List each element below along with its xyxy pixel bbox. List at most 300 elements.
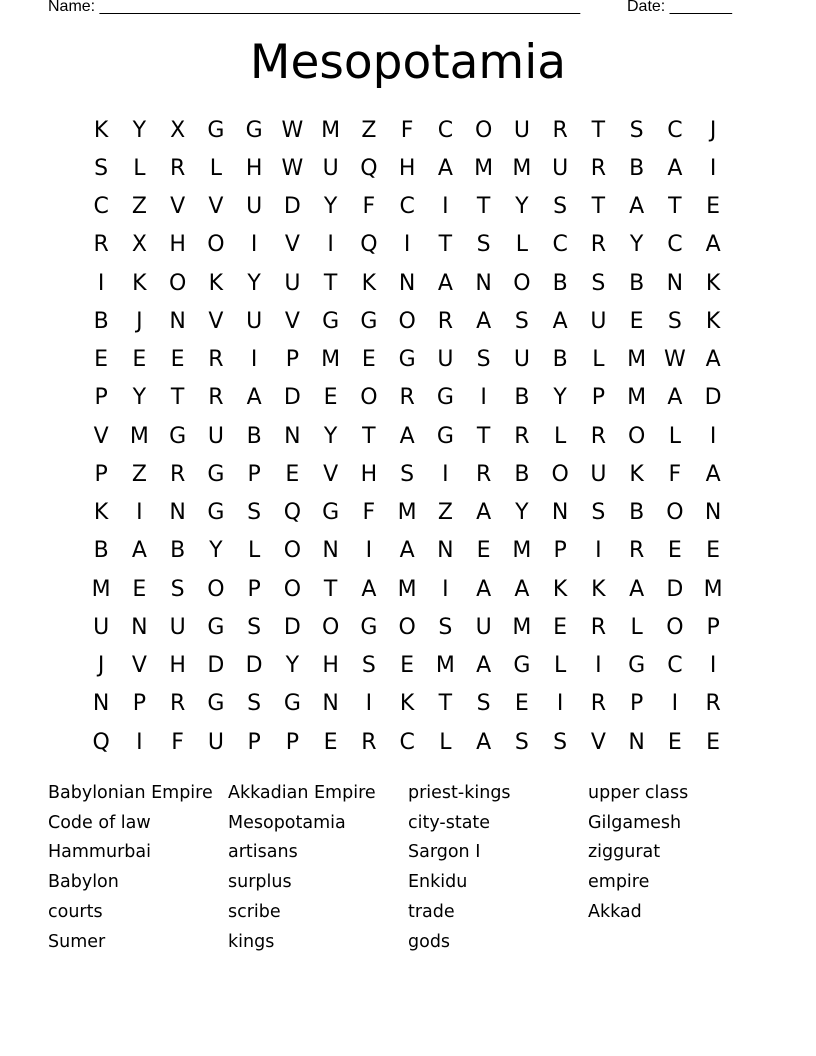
grid-letter: K — [208, 270, 224, 296]
grid-letter: T — [323, 576, 338, 602]
grid-letter: S — [247, 614, 262, 640]
grid-letter: G — [322, 308, 340, 334]
grid-letter: U — [207, 423, 224, 449]
word-bank-item: Babylonian Empire — [48, 782, 213, 803]
grid-letter: N — [704, 500, 722, 526]
word-bank-item: surplus — [228, 872, 292, 893]
grid-letter: H — [360, 461, 378, 487]
grid-letter: Z — [437, 500, 453, 526]
grid-letter: E — [629, 308, 644, 334]
grid-letter: M — [397, 500, 417, 526]
grid-letter: O — [666, 500, 684, 526]
grid-letter: S — [400, 461, 415, 487]
grid-letter: C — [437, 117, 454, 143]
grid-letter: M — [474, 155, 494, 181]
grid-letter: J — [97, 653, 105, 679]
grid-letter: A — [705, 347, 721, 373]
grid-letter: Y — [247, 270, 261, 296]
grid-letter: N — [398, 270, 416, 296]
grid-letter: O — [207, 576, 225, 602]
grid-letter: L — [668, 423, 681, 449]
page-title: Mesopotamia — [249, 35, 567, 90]
grid-letter: G — [628, 653, 646, 679]
grid-letter: C — [552, 232, 568, 258]
grid-letter: W — [281, 155, 304, 181]
grid-letter: S — [514, 308, 529, 334]
grid-letter: U — [590, 308, 607, 334]
grid-letter: E — [132, 576, 147, 602]
grid-letter: O — [207, 232, 225, 258]
grid-letter: N — [322, 538, 339, 564]
word-bank-item: scribe — [228, 902, 281, 923]
grid-letter: P — [629, 691, 644, 717]
grid-letter: A — [629, 194, 645, 220]
grid-letter: T — [362, 423, 376, 449]
grid-letter: Q — [92, 729, 110, 755]
grid-letter: X — [131, 232, 147, 258]
grid-letter: E — [285, 461, 300, 487]
grid-letter: R — [628, 538, 645, 564]
word-bank-item: artisans — [228, 842, 298, 863]
grid-letter: L — [553, 423, 567, 449]
grid-letter: A — [629, 576, 645, 602]
grid-letter: S — [667, 308, 682, 334]
grid-letter: U — [284, 270, 301, 296]
grid-letter: T — [323, 270, 338, 296]
grid-letter: O — [627, 423, 646, 449]
grid-letter: B — [552, 347, 568, 373]
word-bank-item: trade — [408, 902, 455, 923]
grid-letter: E — [514, 691, 529, 717]
grid-letter: P — [132, 691, 147, 717]
grid-letter: O — [283, 538, 302, 564]
grid-letter: V — [590, 729, 606, 755]
grid-letter: S — [170, 576, 185, 602]
grid-letter: D — [704, 385, 722, 411]
grid-letter: M — [703, 576, 723, 602]
grid-letter: U — [590, 461, 607, 487]
grid-letter: K — [591, 576, 606, 602]
grid-letter: C — [399, 194, 415, 220]
grid-letter: T — [476, 423, 491, 449]
grid-letter: E — [323, 729, 338, 755]
grid-letter: B — [629, 270, 645, 296]
grid-letter: R — [475, 461, 492, 487]
grid-letter: A — [437, 270, 453, 296]
grid-letter: B — [170, 538, 186, 564]
grid-letter: U — [207, 729, 224, 755]
grid-letter: S — [591, 500, 606, 526]
grid-letter: Y — [285, 653, 300, 679]
grid-letter: Y — [132, 117, 147, 143]
grid-letter: E — [553, 614, 568, 640]
grid-letter: A — [131, 538, 147, 564]
grid-letter: T — [476, 194, 491, 220]
grid-letter: H — [322, 653, 339, 679]
letter-grid — [82, 111, 732, 761]
grid-letter: S — [553, 194, 568, 220]
grid-letter: A — [399, 423, 415, 449]
word-bank-item: city-state — [408, 812, 491, 833]
grid-letter: P — [553, 538, 567, 564]
grid-letter: O — [666, 614, 684, 640]
grid-letter: I — [709, 423, 717, 449]
grid-letter: I — [442, 576, 449, 602]
grid-letter: E — [361, 347, 376, 373]
grid-letter: D — [283, 385, 301, 411]
grid-letter: O — [398, 614, 416, 640]
grid-letter: G — [360, 614, 378, 640]
grid-letter: K — [552, 576, 568, 602]
grid-letter: N — [475, 270, 492, 296]
grid-letter: S — [476, 232, 491, 258]
grid-letter: R — [552, 117, 568, 143]
grid-letter: B — [93, 538, 109, 564]
grid-letter: P — [94, 461, 108, 487]
grid-letter: K — [705, 270, 721, 296]
grid-letter: D — [207, 653, 225, 679]
grid-letter: K — [132, 270, 147, 296]
grid-letter: R — [169, 155, 186, 181]
grid-letter: A — [705, 232, 721, 258]
grid-letter: H — [398, 155, 416, 181]
grid-letter: G — [513, 653, 531, 679]
grid-letter: S — [438, 614, 453, 640]
grid-letter: R — [514, 423, 530, 449]
grid-letter: Q — [360, 232, 378, 258]
grid-letter: M — [397, 576, 417, 602]
grid-letter: B — [629, 500, 645, 526]
grid-letter: Z — [131, 461, 147, 487]
grid-letter: G — [207, 691, 225, 717]
grid-letter: M — [129, 423, 149, 449]
grid-letter: S — [514, 729, 529, 755]
grid-letter: U — [246, 308, 263, 334]
grid-letter: P — [285, 729, 300, 755]
grid-letter: E — [667, 729, 682, 755]
grid-letter: I — [595, 653, 602, 679]
word-bank-item: Akkad — [588, 902, 642, 923]
grid-letter: O — [398, 308, 416, 334]
grid-letter: A — [667, 155, 683, 181]
grid-letter: A — [399, 538, 415, 564]
grid-letter: M — [435, 653, 455, 679]
grid-letter: A — [476, 653, 492, 679]
grid-letter: I — [365, 691, 373, 717]
word-bank-item: Gilgamesh — [588, 812, 682, 833]
grid-letter: A — [552, 308, 568, 334]
grid-letter: I — [97, 270, 105, 296]
grid-letter: P — [247, 461, 261, 487]
grid-letter: C — [667, 117, 683, 143]
grid-letter: O — [321, 614, 340, 640]
grid-letter: N — [666, 270, 684, 296]
grid-letter: G — [436, 423, 454, 449]
grid-letter: U — [475, 614, 492, 640]
grid-letter: D — [283, 194, 301, 220]
grid-letter: O — [168, 270, 187, 296]
grid-letter: Q — [360, 155, 378, 181]
grid-letter: G — [169, 423, 187, 449]
grid-letter: G — [322, 500, 340, 526]
grid-letter: M — [321, 117, 341, 143]
grid-letter: U — [169, 614, 186, 640]
grid-letter: W — [281, 117, 304, 143]
grid-letter: H — [169, 232, 186, 258]
grid-letter: N — [169, 308, 186, 334]
grid-letter: E — [323, 385, 338, 411]
grid-letter: E — [170, 347, 185, 373]
grid-letter: V — [93, 423, 109, 449]
grid-letter: V — [208, 194, 224, 220]
grid-letter: R — [208, 347, 224, 373]
grid-letter: L — [515, 232, 528, 258]
grid-letter: E — [476, 538, 491, 564]
word-bank-item: Hammurbai — [48, 842, 151, 863]
grid-letter: Y — [209, 538, 223, 564]
grid-letter: O — [283, 576, 302, 602]
grid-letter: S — [247, 691, 262, 717]
grid-letter: N — [131, 614, 148, 640]
grid-letter: T — [438, 691, 453, 717]
grid-letter: A — [476, 576, 492, 602]
grid-letter: I — [327, 232, 334, 258]
grid-letter: B — [246, 423, 262, 449]
grid-letter: Y — [323, 194, 338, 220]
grid-letter: J — [709, 117, 717, 143]
grid-letter: M — [91, 576, 111, 602]
grid-letter: N — [322, 691, 339, 717]
grid-letter: K — [361, 270, 377, 296]
grid-letter: S — [553, 729, 568, 755]
grid-letter: Z — [131, 194, 147, 220]
grid-letter: O — [513, 270, 531, 296]
grid-letter: E — [706, 194, 721, 220]
grid-letter: E — [667, 538, 682, 564]
grid-letter: T — [170, 385, 185, 411]
word-bank-item: Enkidu — [408, 872, 468, 893]
grid-letter: H — [245, 155, 263, 181]
grid-letter: U — [322, 155, 339, 181]
word-bank-item: Akkadian Empire — [228, 782, 376, 803]
grid-letter: I — [136, 500, 143, 526]
grid-letter: F — [362, 500, 376, 526]
grid-letter: Y — [132, 385, 147, 411]
grid-letter: Y — [515, 194, 529, 220]
grid-letter: G — [283, 691, 301, 717]
grid-letter: Y — [323, 423, 338, 449]
grid-letter: I — [442, 461, 449, 487]
grid-letter: P — [247, 729, 261, 755]
word-bank-item: Sumer — [48, 931, 106, 952]
grid-letter: V — [208, 308, 224, 334]
grid-letter: L — [133, 155, 146, 181]
grid-letter: G — [245, 117, 263, 143]
grid-letter: N — [92, 691, 110, 717]
grid-letter: M — [627, 385, 647, 411]
grid-letter: I — [595, 538, 602, 564]
grid-letter: E — [94, 347, 109, 373]
grid-letter: P — [285, 347, 300, 373]
grid-letter: D — [245, 653, 263, 679]
grid-letter: J — [136, 308, 143, 334]
grid-letter: R — [169, 691, 186, 717]
grid-letter: U — [437, 347, 454, 373]
grid-letter: R — [208, 385, 224, 411]
grid-letter: N — [169, 500, 186, 526]
grid-letter: K — [399, 691, 415, 717]
grid-letter: D — [666, 576, 684, 602]
grid-letter: S — [476, 347, 491, 373]
grid-letter: T — [591, 194, 606, 220]
grid-letter: G — [207, 614, 225, 640]
grid-letter: S — [361, 653, 376, 679]
grid-letter: L — [630, 614, 643, 640]
grid-letter: S — [629, 117, 644, 143]
grid-letter: T — [668, 194, 682, 220]
grid-letter: R — [399, 385, 415, 411]
grid-letter: I — [709, 155, 717, 181]
word-bank-item: gods — [408, 931, 451, 952]
grid-letter: O — [474, 117, 493, 143]
grid-letter: X — [170, 117, 186, 143]
grid-letter: Y — [553, 385, 567, 411]
grid-letter: B — [552, 270, 568, 296]
word-bank-item: Code of law — [48, 812, 151, 833]
grid-letter: K — [629, 461, 644, 487]
word-bank-item: Babylon — [48, 872, 119, 893]
grid-letter: U — [513, 347, 530, 373]
grid-letter: L — [247, 538, 261, 564]
word-bank-item: courts — [48, 902, 103, 923]
grid-letter: D — [283, 614, 301, 640]
grid-letter: N — [437, 538, 454, 564]
grid-letter: S — [591, 270, 606, 296]
grid-letter: B — [514, 385, 530, 411]
grid-letter: M — [627, 347, 647, 373]
grid-letter: R — [590, 691, 607, 717]
grid-letter: V — [170, 194, 186, 220]
grid-letter: A — [667, 385, 683, 411]
grid-letter: A — [514, 576, 530, 602]
word-bank-item — [588, 927, 768, 957]
grid-letter: O — [360, 385, 378, 411]
grid-letter: R — [169, 461, 186, 487]
word-bank-item: empire — [588, 872, 650, 893]
grid-letter: G — [207, 461, 225, 487]
grid-letter: N — [628, 729, 645, 755]
grid-letter: E — [706, 729, 721, 755]
grid-letter: C — [667, 653, 683, 679]
grid-letter: R — [705, 691, 721, 717]
grid-letter: C — [399, 729, 415, 755]
word-bank-item: priest-kings — [408, 782, 511, 803]
grid-letter: I — [403, 232, 411, 258]
grid-letter: I — [556, 691, 564, 717]
grid-letter: F — [362, 194, 376, 220]
grid-letter: L — [209, 155, 222, 181]
grid-letter: S — [476, 691, 491, 717]
grid-letter: K — [705, 308, 721, 334]
grid-letter: I — [671, 691, 679, 717]
grid-letter: R — [590, 614, 607, 640]
grid-letter: R — [361, 729, 377, 755]
grid-letter: F — [171, 729, 184, 755]
grid-letter: V — [131, 653, 147, 679]
grid-letter: Q — [283, 500, 302, 526]
grid-letter: I — [365, 538, 373, 564]
grid-letter: I — [480, 385, 487, 411]
grid-letter: Y — [515, 500, 529, 526]
grid-letter: P — [94, 385, 108, 411]
grid-letter: U — [246, 194, 263, 220]
grid-letter: M — [512, 538, 532, 564]
grid-letter: L — [439, 729, 452, 755]
grid-letter: A — [476, 729, 492, 755]
grid-letter: W — [663, 347, 686, 373]
grid-letter: G — [207, 117, 225, 143]
grid-letter: Y — [629, 232, 644, 258]
grid-letter: H — [169, 653, 186, 679]
grid-letter: I — [250, 347, 258, 373]
grid-letter: T — [591, 117, 606, 143]
grid-letter: E — [400, 653, 415, 679]
grid-letter: L — [592, 347, 605, 373]
grid-letter: R — [437, 308, 454, 334]
grid-letter: I — [136, 729, 143, 755]
word-bank-item: Mesopotamia — [228, 812, 346, 833]
grid-letter: N — [551, 500, 569, 526]
grid-letter: U — [93, 614, 110, 640]
grid-letter: Z — [361, 117, 377, 143]
grid-letter: U — [513, 117, 530, 143]
grid-letter: P — [247, 576, 261, 602]
grid-letter: L — [553, 653, 567, 679]
word-bank-item: ziggurat — [588, 842, 661, 863]
grid-letter: I — [709, 653, 717, 679]
grid-letter: U — [552, 155, 569, 181]
grid-letter: C — [93, 194, 109, 220]
grid-letter: V — [323, 461, 339, 487]
grid-letter: A — [437, 155, 453, 181]
grid-letter: K — [93, 500, 109, 526]
grid-letter: A — [246, 385, 262, 411]
grid-letter: F — [668, 461, 682, 487]
grid-letter: M — [512, 614, 532, 640]
grid-letter: V — [284, 232, 300, 258]
grid-letter: P — [706, 614, 720, 640]
grid-letter: A — [476, 500, 492, 526]
grid-letter: P — [591, 385, 606, 411]
grid-letter: S — [94, 155, 109, 181]
grid-letter: G — [207, 500, 225, 526]
grid-letter: G — [436, 385, 454, 411]
word-bank — [48, 778, 768, 957]
grid-letter: A — [705, 461, 721, 487]
grid-letter: I — [250, 232, 258, 258]
grid-letter: V — [284, 308, 300, 334]
name-field-line: Name: ______________________________________________________ — [48, 0, 581, 15]
grid-letter: F — [400, 117, 414, 143]
grid-letter: A — [361, 576, 377, 602]
grid-letter: R — [590, 423, 607, 449]
grid-letter: E — [706, 538, 721, 564]
grid-letter: R — [590, 232, 607, 258]
grid-letter: R — [93, 232, 109, 258]
grid-letter: E — [132, 347, 147, 373]
grid-letter: M — [512, 155, 532, 181]
word-bank-item: Sargon I — [408, 842, 481, 863]
